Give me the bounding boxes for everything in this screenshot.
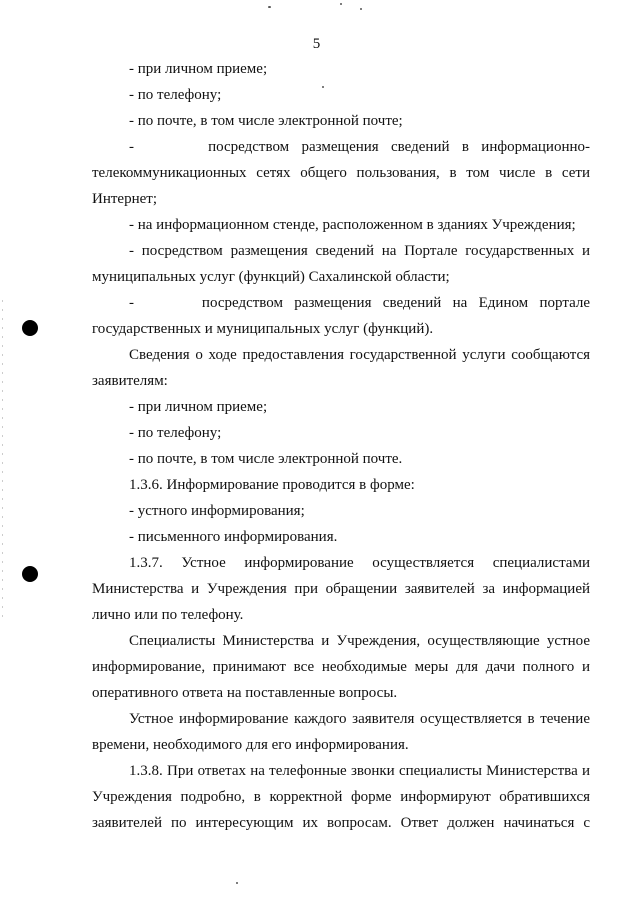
text-line: - по почте, в том числе электронной почте. xyxy=(129,451,403,467)
punch-hole xyxy=(22,320,38,336)
text-line: 1.3.7. Устное информирование осуществляется специалистами xyxy=(129,555,590,571)
scan-speck xyxy=(340,3,342,5)
text-line: муниципальных услуг (функций) Сахалинской области; xyxy=(92,269,450,285)
text-line: Интернет; xyxy=(92,191,157,207)
scan-speck xyxy=(268,6,271,8)
text-line: лично или по телефону. xyxy=(92,607,244,623)
text-line: Сведения о ходе предоставления государственной услуги сообщаются xyxy=(129,347,590,363)
text-line: Министерства и Учреждения при обращении заявителей за информацией xyxy=(92,581,590,597)
text-line: заявителям: xyxy=(92,373,168,389)
text-line: 1.3.8. При ответах на телефонные звонки специалисты Министерства и xyxy=(129,763,590,779)
scan-speck xyxy=(360,8,362,10)
text-line: - по телефону; xyxy=(129,87,222,103)
document-body xyxy=(92,56,590,836)
scan-speck xyxy=(236,882,238,884)
text-line: информирование, принимают все необходимые меры для дачи полного и xyxy=(92,659,590,675)
text-line: 1.3.6. Информирование проводится в форме: xyxy=(129,477,415,493)
page-number: 5 xyxy=(312,36,321,52)
text-line: - посредством размещения сведений на Едином портале xyxy=(129,295,590,311)
text-line: - при личном приеме; xyxy=(129,61,268,77)
text-line: времени, необходимого для его информирования. xyxy=(92,737,409,753)
punch-hole xyxy=(22,566,38,582)
text-line: государственных и муниципальных услуг (функций). xyxy=(92,321,434,337)
text-line: - устного информирования; xyxy=(129,503,305,519)
text-line: оперативного ответа на поставленные вопросы. xyxy=(92,685,398,701)
text-line: - при личном приеме; xyxy=(129,399,268,415)
text-line: заявителей по интересующим их вопросам. Ответ должен начинаться с xyxy=(92,815,590,831)
text-line: - на информационном стенде, расположенном в зданиях Учреждения; xyxy=(129,217,576,233)
text-line: телекоммуникационных сетях общего пользования, в том числе в сети xyxy=(92,165,590,181)
text-line: - по телефону; xyxy=(129,425,222,441)
text-line: - по почте, в том числе электронной почте; xyxy=(129,113,403,129)
text-line: Учреждения подробно, в корректной форме информируют обратившихся xyxy=(92,789,590,805)
text-line: Специалисты Министерства и Учреждения, осуществляющие устное xyxy=(129,633,590,649)
text-line: - посредством размещения сведений на Портале государственных и xyxy=(129,243,590,259)
text-line: - письменного информирования. xyxy=(129,529,338,545)
scan-edge-line xyxy=(2,300,3,620)
text-line: - посредством размещения сведений в информационно- xyxy=(129,139,590,155)
text-line: Устное информирование каждого заявителя осуществляется в течение xyxy=(129,711,590,727)
